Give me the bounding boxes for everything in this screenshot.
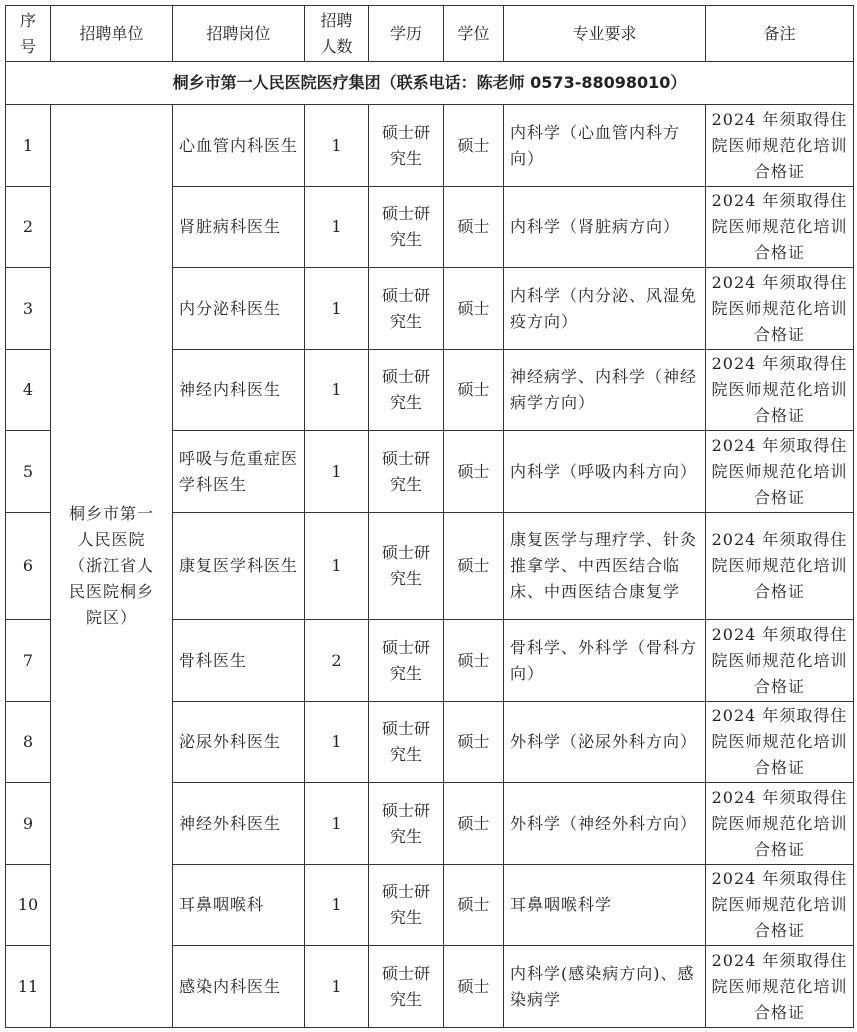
row-degree: 硕士: [444, 350, 504, 431]
row-education: 硕士研究生: [369, 702, 444, 783]
row-seq: 9: [6, 783, 51, 865]
row-seq: 6: [6, 513, 51, 620]
row-remark: 2024 年须取得住院医师规范化培训合格证: [706, 620, 854, 702]
row-major: 康复医学与理疗学、针灸推拿学、中西医结合临床、中西医结合康复学: [504, 513, 706, 620]
row-remark: 2024 年须取得住院医师规范化培训合格证: [706, 350, 854, 431]
row-major: 内科学（内分泌、风湿免疫方向）: [504, 268, 706, 350]
row-education: 硕士研究生: [369, 620, 444, 702]
row-remark: 2024 年须取得住院医师规范化培训合格证: [706, 702, 854, 783]
row-degree: 硕士: [444, 268, 504, 350]
row-major: 内科学（肾脏病方向）: [504, 187, 706, 268]
row-education: 硕士研究生: [369, 350, 444, 431]
row-seq: 4: [6, 350, 51, 431]
row-degree: 硕士: [444, 783, 504, 865]
row-position: 骨科医生: [173, 620, 305, 702]
header-row: [6, 6, 854, 62]
row-major: 外科学（神经外科方向）: [504, 783, 706, 865]
table-row: [6, 105, 854, 187]
header-remark: 备注: [706, 6, 854, 62]
row-count: 1: [305, 268, 369, 350]
row-degree: 硕士: [444, 702, 504, 783]
row-position: 泌尿外科医生: [173, 702, 305, 783]
row-remark: 2024 年须取得住院医师规范化培训合格证: [706, 513, 854, 620]
row-position: 康复医学科医生: [173, 513, 305, 620]
row-degree: 硕士: [444, 187, 504, 268]
row-seq: 1: [6, 105, 51, 187]
row-degree: 硕士: [444, 946, 504, 1028]
row-major: 神经病学、内科学（神经病学方向）: [504, 350, 706, 431]
header-major: 专业要求: [504, 6, 706, 62]
row-position: 神经内科医生: [173, 350, 305, 431]
row-education: 硕士研究生: [369, 268, 444, 350]
row-education: 硕士研究生: [369, 946, 444, 1028]
row-seq: 3: [6, 268, 51, 350]
row-seq: 7: [6, 620, 51, 702]
row-degree: 硕士: [444, 865, 504, 946]
row-seq: 5: [6, 431, 51, 513]
row-remark: 2024 年须取得住院医师规范化培训合格证: [706, 783, 854, 865]
row-education: 硕士研究生: [369, 187, 444, 268]
row-major: 内科学（心血管内科方向）: [504, 105, 706, 187]
row-seq: 2: [6, 187, 51, 268]
row-remark: 2024 年须取得住院医师规范化培训合格证: [706, 105, 854, 187]
row-remark: 2024 年须取得住院医师规范化培训合格证: [706, 431, 854, 513]
table-body: [6, 62, 854, 1028]
row-count: 1: [305, 105, 369, 187]
header-position: 招聘岗位: [173, 6, 305, 62]
row-degree: 硕士: [444, 431, 504, 513]
row-major: 外科学（泌尿外科方向）: [504, 702, 706, 783]
row-position: 神经外科医生: [173, 783, 305, 865]
header-count: 招聘人数: [305, 6, 369, 62]
row-count: 1: [305, 946, 369, 1028]
row-education: 硕士研究生: [369, 865, 444, 946]
row-count: 1: [305, 513, 369, 620]
row-count: 1: [305, 865, 369, 946]
row-seq: 10: [6, 865, 51, 946]
group-title-row: [6, 62, 854, 105]
row-major: 内科学(感染病方向)、感染病学: [504, 946, 706, 1028]
recruitment-table: [5, 5, 854, 1028]
row-education: 硕士研究生: [369, 431, 444, 513]
row-education: 硕士研究生: [369, 105, 444, 187]
row-education: 硕士研究生: [369, 513, 444, 620]
row-remark: 2024 年须取得住院医师规范化培训合格证: [706, 187, 854, 268]
row-count: 2: [305, 620, 369, 702]
row-major: 耳鼻咽喉科学: [504, 865, 706, 946]
header-seq: 序号: [6, 6, 51, 62]
row-count: 1: [305, 702, 369, 783]
row-seq: 11: [6, 946, 51, 1028]
row-count: 1: [305, 783, 369, 865]
row-count: 1: [305, 350, 369, 431]
row-degree: 硕士: [444, 620, 504, 702]
group-title: 桐乡市第一人民医院医疗集团（联系电话：陈老师 0573-88098010）: [6, 62, 854, 105]
row-count: 1: [305, 187, 369, 268]
row-position: 心血管内科医生: [173, 105, 305, 187]
row-position: 呼吸与危重症医学科医生: [173, 431, 305, 513]
header-degree: 学位: [444, 6, 504, 62]
row-major: 内科学（呼吸内科方向）: [504, 431, 706, 513]
header-education: 学历: [369, 6, 444, 62]
row-education: 硕士研究生: [369, 783, 444, 865]
row-remark: 2024 年须取得住院医师规范化培训合格证: [706, 865, 854, 946]
recruiting-unit: 桐乡市第一人民医院（浙江省人民医院桐乡院区）: [51, 105, 173, 1028]
row-seq: 8: [6, 702, 51, 783]
row-remark: 2024 年须取得住院医师规范化培训合格证: [706, 268, 854, 350]
row-position: 肾脏病科医生: [173, 187, 305, 268]
row-degree: 硕士: [444, 105, 504, 187]
header-unit: 招聘单位: [51, 6, 173, 62]
row-position: 感染内科医生: [173, 946, 305, 1028]
row-position: 耳鼻咽喉科: [173, 865, 305, 946]
row-major: 骨科学、外科学（骨科方向）: [504, 620, 706, 702]
row-count: 1: [305, 431, 369, 513]
row-degree: 硕士: [444, 513, 504, 620]
row-remark: 2024 年须取得住院医师规范化培训合格证: [706, 946, 854, 1028]
row-position: 内分泌科医生: [173, 268, 305, 350]
